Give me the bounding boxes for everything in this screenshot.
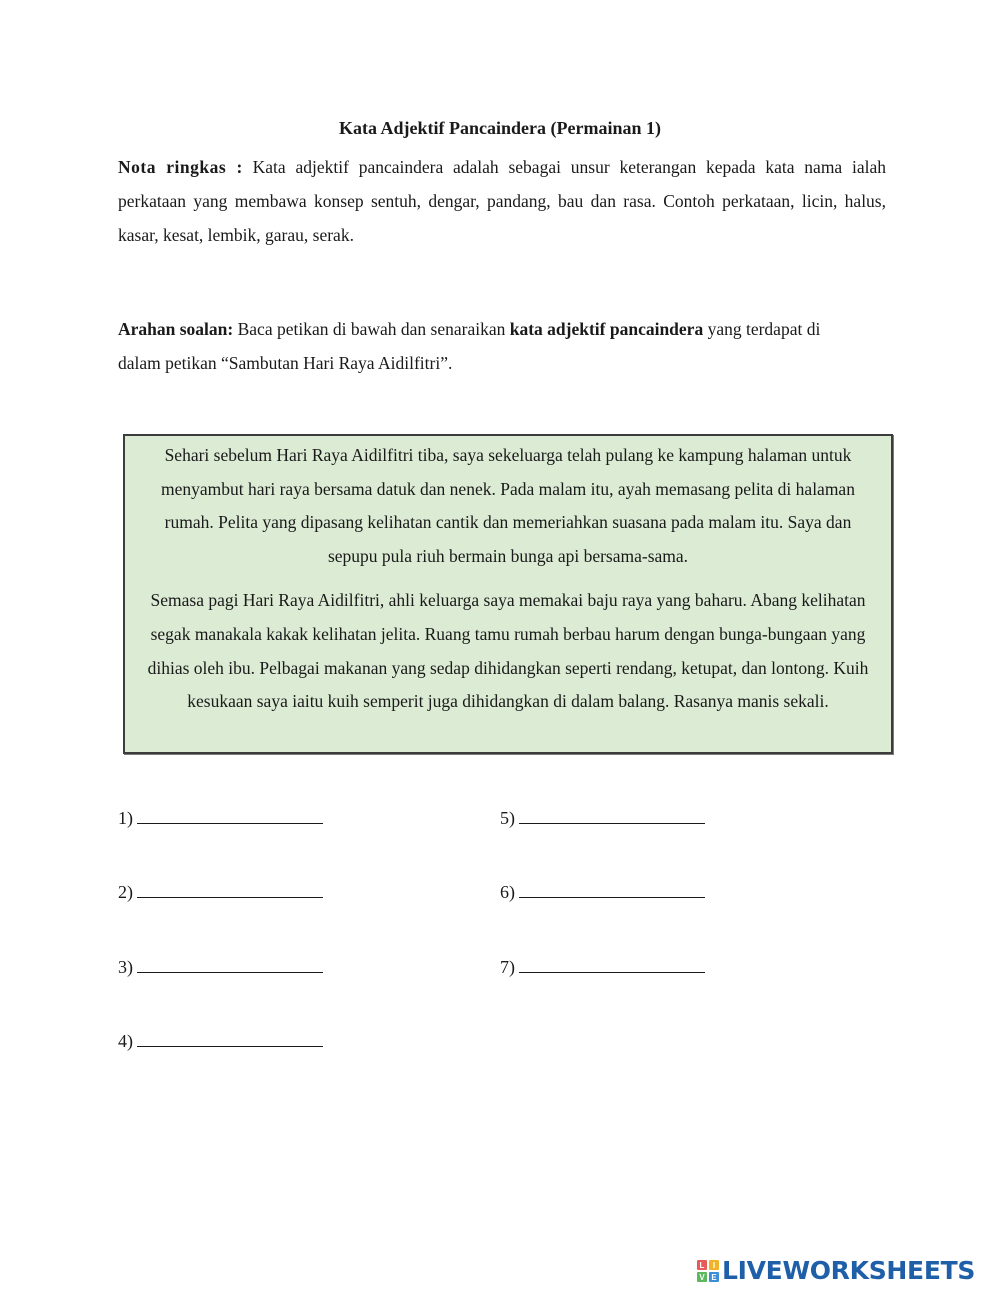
passage-paragraph-1: Sehari sebelum Hari Raya Aidilfitri tiba, saya sekeluarga telah pulang ke kampung halaman untuk menyambut hari raya bersama datuk dan nenek. Pada malam itu, ayah memasang pelita di halaman rumah. Pelita yang dipasang kelihatan cantik dan memeriahkan suasana pada malam itu. Saya dan sepupu pula riuh bermain bunga api bersama-sama. (161, 445, 855, 566)
answer-input-6[interactable] (519, 896, 705, 898)
arahan-text-after: yang terdapat di dalam petikan “Sambutan Hari Raya Aidilfitri”. (118, 319, 821, 373)
nota-label: Nota ringkas : (118, 157, 243, 177)
answer-number: 1) (118, 808, 133, 828)
logo-letter-v: V (697, 1272, 707, 1282)
answer-row-5 (500, 808, 705, 829)
answer-input-4[interactable] (137, 1045, 323, 1047)
answer-input-3[interactable] (137, 971, 323, 973)
answer-number: 3) (118, 957, 133, 977)
arahan-text-before: Baca petikan di bawah dan senaraikan (237, 319, 506, 339)
arahan-bold-text: kata adjektif pancaindera (509, 319, 704, 339)
logo-grid-icon (697, 1260, 719, 1282)
answer-input-5[interactable] (519, 822, 705, 824)
answer-input-7[interactable] (519, 971, 705, 973)
answer-row-2 (118, 882, 323, 903)
nota-ringkas (118, 150, 886, 252)
answer-number: 5) (500, 808, 515, 828)
answer-number: 4) (118, 1031, 133, 1051)
answer-row-1 (118, 808, 323, 829)
arahan-soalan (118, 312, 858, 380)
logo-letter-l: L (697, 1260, 707, 1270)
answer-number: 6) (500, 882, 515, 902)
passage-paragraph-2: Semasa pagi Hari Raya Aidilfitri, ahli keluarga saya memakai baju raya yang baharu. Abang kelihatan segak manakala kakak kelihatan jelita. Ruang tamu rumah berbau harum dengan bunga-bungaan yang dihias oleh ibu. Pelbagai makanan yang sedap dihidangkan seperti rendang, ketupat, dan lontong. Kuih kesukaan saya iaitu kuih semperit juga dihidangkan di dalam balang. Rasanya manis sekali. (147, 590, 869, 712)
answer-row-7 (500, 957, 705, 978)
answer-input-1[interactable] (137, 822, 323, 824)
answer-row-4 (118, 1031, 323, 1052)
arahan-label: Arahan soalan: (118, 319, 234, 339)
worksheet-title: Kata Adjektif Pancaindera (Permainan 1) (339, 118, 661, 138)
answer-number: 2) (118, 882, 133, 902)
logo-letter-i: I (709, 1260, 719, 1270)
answer-number: 7) (500, 957, 515, 977)
logo-letter-e: E (709, 1272, 719, 1282)
liveworksheets-logo (697, 1257, 975, 1285)
answer-row-3 (118, 957, 323, 978)
answer-input-2[interactable] (137, 896, 323, 898)
answer-row-6 (500, 882, 705, 903)
nota-text: Kata adjektif pancaindera adalah sebagai unsur keterangan kepada kata nama ialah perkataan yang membawa konsep sentuh, dengar, pandang, bau dan rasa. Contoh perkataan, licin, halus, kasar, kesat, lembik, garau, serak. (118, 157, 887, 245)
logo-text: LIVEWORKSHEETS (722, 1256, 976, 1285)
passage-box (123, 434, 893, 754)
